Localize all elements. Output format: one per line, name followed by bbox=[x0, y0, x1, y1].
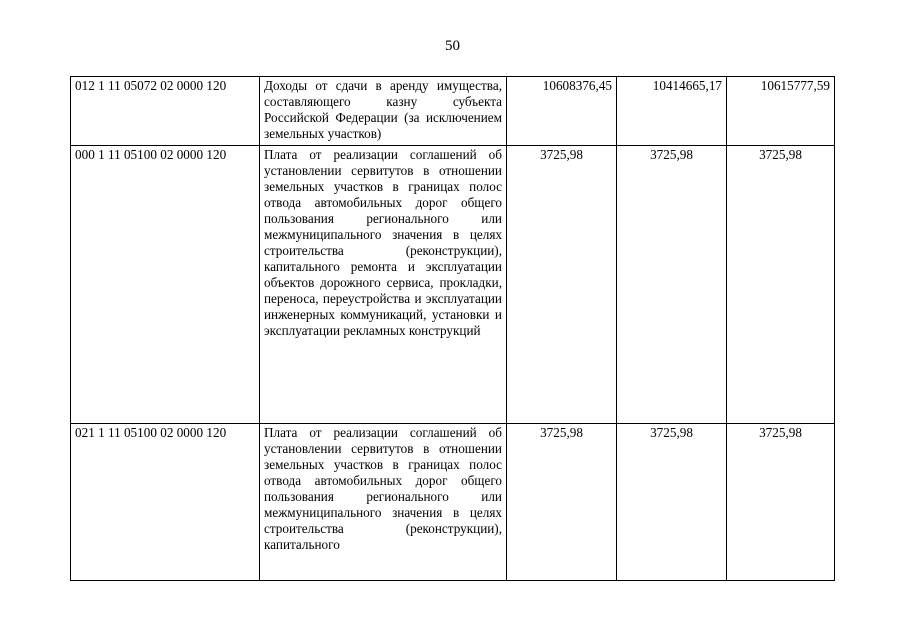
budget-code-cell: 012 1 11 05072 02 0000 120 bbox=[71, 77, 260, 146]
revenue-name-cell bbox=[260, 424, 507, 581]
amount-year-2-cell: 3725,98 bbox=[617, 146, 727, 424]
table-row bbox=[71, 424, 835, 581]
page-number: 50 bbox=[445, 38, 460, 54]
table-row bbox=[71, 146, 835, 424]
revenue-table bbox=[70, 76, 835, 581]
amount-year-2-cell: 3725,98 bbox=[617, 424, 727, 581]
amount-year-3-cell: 10615777,59 bbox=[727, 77, 835, 146]
amount-year-3-cell: 3725,98 bbox=[727, 146, 835, 424]
revenue-name-text: Плата от реализации соглашений об установлении сервитутов в отношении земельных участков в границах полос отвода автомобильных дорог общего пользования регионального или межмуниципального значения в целях строительства (реконструкции), капитального bbox=[264, 425, 502, 552]
budget-code-cell: 000 1 11 05100 02 0000 120 bbox=[71, 146, 260, 424]
budget-code-cell: 021 1 11 05100 02 0000 120 bbox=[71, 424, 260, 581]
amount-year-1-cell: 3725,98 bbox=[507, 424, 617, 581]
revenue-name-cell: Доходы от сдачи в аренду имущества, составляющего казну субъекта Российской Федерации (за исключением земельных участков) bbox=[260, 77, 507, 146]
amount-year-3-cell: 3725,98 bbox=[727, 424, 835, 581]
revenue-name-cell: Плата от реализации соглашений об установлении сервитутов в отношении земельных участков в границах полос отвода автомобильных дорог общего пользования регионального или межмуниципального значения в целях строительства (реконструкции), капитального ремонта и эксплуатации объектов дорожного сервиса, прокладки, переноса, переустройства и эксплуатации инженерных коммуникаций, установки и эксплуатации рекламных конструкций bbox=[260, 146, 507, 424]
amount-year-1-cell: 3725,98 bbox=[507, 146, 617, 424]
amount-year-1-cell: 10608376,45 bbox=[507, 77, 617, 146]
amount-year-2-cell: 10414665,17 bbox=[617, 77, 727, 146]
table-row bbox=[71, 77, 835, 146]
